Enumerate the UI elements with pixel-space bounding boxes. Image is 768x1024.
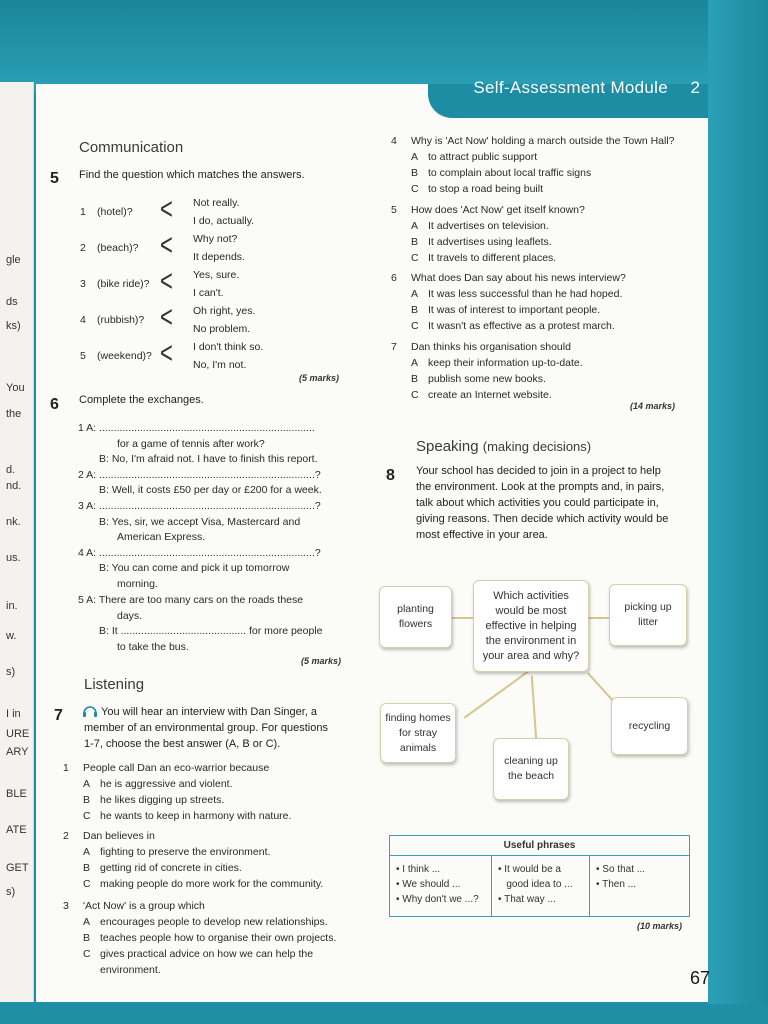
ex7-option-b: getting rid of concrete in cities. xyxy=(100,862,242,874)
ex7-option-a: to attract public support xyxy=(428,151,538,163)
right-teal-band xyxy=(708,0,768,1024)
exercise-5-marks: (5 marks) xyxy=(299,373,340,383)
useful-phrase: • So that ... xyxy=(596,864,646,875)
mindmap-text-line: cleaning up xyxy=(504,755,558,767)
ex5-answer-2: No problem. xyxy=(193,323,251,335)
strip-fragment: nk. xyxy=(6,516,21,528)
ex5-answer-1: Not really. xyxy=(193,197,240,209)
listening-heading: Listening xyxy=(84,676,145,693)
ex7-option-letter: A xyxy=(83,916,91,928)
headphones-icon xyxy=(82,704,98,722)
mindmap-text-line: your area and why? xyxy=(482,649,580,662)
ex7-question-text: What does Dan say about his news interview? xyxy=(411,272,626,284)
ex7-option-letter: C xyxy=(411,320,419,332)
ex6-line: morning. xyxy=(117,578,158,590)
ex7-option-c: making people do more work for the community. xyxy=(100,878,324,890)
ex8-instruction-line: most effective in your area. xyxy=(416,529,548,541)
ex5-item-number: 5 xyxy=(80,350,86,362)
ex7-option-letter: C xyxy=(83,948,91,960)
ex5-bracket-icon: < xyxy=(160,226,173,262)
ex7-option-c: create an Internet website. xyxy=(428,389,552,401)
mindmap-text-line: flowers xyxy=(398,618,433,630)
mindmap-text-line: picking up xyxy=(624,601,672,613)
useful-phrase: • It would be a xyxy=(498,864,561,875)
exercise-7-marks: (14 marks) xyxy=(630,401,676,411)
useful-phrase: • Then ... xyxy=(596,879,637,890)
ex6-line: to take the bus. xyxy=(117,641,189,653)
speaking-heading-sub: (making decisions) xyxy=(482,439,592,454)
strip-fragment: You xyxy=(6,382,25,394)
ex5-item-question: (bike ride)? xyxy=(97,278,150,290)
strip-fragment: w. xyxy=(6,630,17,642)
mindmap-text-line: recycling xyxy=(628,719,671,732)
ex7-option-b: It was of interest to important people. xyxy=(428,304,601,316)
ex7-option-a: encourages people to develop new relationships. xyxy=(100,916,328,928)
speaking-heading-main: Speaking xyxy=(416,438,479,455)
phrases-column-3 xyxy=(590,856,689,916)
strip-fragment: BLE xyxy=(6,788,27,800)
ex7-option-c: he wants to keep in harmony with nature. xyxy=(100,810,292,822)
useful-phrase: • I think ... xyxy=(396,864,441,875)
strip-fragment: the xyxy=(6,408,22,420)
ex5-answer-2: I do, actually. xyxy=(193,215,255,227)
ex7-option-letter: A xyxy=(83,846,91,858)
strip-fragment: us. xyxy=(6,552,21,564)
ex7-question-text: People call Dan an eco-warrior because xyxy=(83,762,270,774)
strip-fragment: in. xyxy=(6,600,18,612)
useful-phrase: good idea to ... xyxy=(498,879,573,890)
ex5-bracket-icon: < xyxy=(160,298,173,334)
mindmap-planting-flowers xyxy=(379,586,452,648)
ex7-option-a: It was less successful than he had hoped. xyxy=(428,288,623,300)
previous-page-edge xyxy=(0,82,34,1002)
mindmap-text-line: for stray xyxy=(399,726,437,739)
exercise-7-number: 7 xyxy=(54,707,63,724)
ex7-question-number: 3 xyxy=(63,900,69,912)
exercise-7-instruction-line-2: member of an environmental group. For questions xyxy=(84,722,328,734)
ex5-answer-1: I don't think so. xyxy=(193,341,264,353)
mindmap-center xyxy=(473,580,589,672)
mindmap-text-line: Which activities xyxy=(493,589,569,602)
strip-fragment: ks) xyxy=(6,320,21,332)
mindmap-finding-homes xyxy=(380,703,456,763)
ex8-instruction-line: giving reasons. Then decide which activity would be xyxy=(416,513,669,525)
ex7-option-a: It advertises on television. xyxy=(428,220,549,232)
ex7-option-b: publish some new books. xyxy=(428,373,546,385)
ex7-question-text: Dan thinks his organisation should xyxy=(411,341,571,353)
ex7-option-letter: B xyxy=(83,862,91,874)
ex5-item-number: 1 xyxy=(80,206,86,218)
ex7-option-a: fighting to preserve the environment. xyxy=(100,846,271,858)
strip-fragment: ds xyxy=(6,296,18,308)
ex7-option-b: It advertises using leaflets. xyxy=(428,236,552,248)
ex7-option-letter: A xyxy=(83,778,91,790)
ex7-option-letter: C xyxy=(83,810,91,822)
ex6-line: American Express. xyxy=(117,531,206,543)
ex7-option-letter: B xyxy=(83,932,91,944)
ex5-answer-2: No, I'm not. xyxy=(193,359,247,371)
strip-fragment: d. xyxy=(6,464,16,476)
mindmap-text-line: finding homes xyxy=(385,711,451,724)
ex6-line: for a game of tennis after work? xyxy=(117,438,265,450)
mindmap-text-line: effective in helping xyxy=(485,619,577,632)
useful-phrases-title: Useful phrases xyxy=(390,836,689,856)
ex7-option-letter: C xyxy=(83,878,91,890)
exercise-6-instruction: Complete the exchanges. xyxy=(79,394,204,406)
mindmap-cleaning-beach xyxy=(493,738,569,800)
ex5-item-number: 4 xyxy=(80,314,86,326)
ex6-line: 4 A: ..........................................................................? xyxy=(78,547,321,559)
ex7-question-text: Dan believes in xyxy=(83,830,155,842)
strip-fragment: I in xyxy=(6,708,21,720)
mindmap-picking-up-litter xyxy=(609,584,687,646)
ex6-line: B: You can come and pick it up tomorrow xyxy=(99,562,290,574)
useful-phrase: • Why don't we ...? xyxy=(396,894,479,905)
ex8-instruction-line: the environment. Look at the prompts and, in pairs, xyxy=(416,481,665,493)
ex5-item-number: 3 xyxy=(80,278,86,290)
ex7-option-letter: B xyxy=(411,304,419,316)
ex6-line: 5 A: There are too many cars on the roads these xyxy=(78,594,304,606)
mindmap-recycling xyxy=(611,697,688,755)
ex5-answer-1: Why not? xyxy=(193,233,238,245)
exercise-7-instruction-line-3: 1-7, choose the best answer (A, B or C). xyxy=(84,738,281,750)
exercise-6-marks: (5 marks) xyxy=(301,656,342,666)
ex5-item-question: (hotel)? xyxy=(97,206,133,218)
useful-phrase: • We should ... xyxy=(396,879,461,890)
ex5-item-question: (beach)? xyxy=(97,242,139,254)
strip-fragment: ARY xyxy=(6,746,29,758)
ex7-question-number: 1 xyxy=(63,762,69,774)
useful-phrases-table xyxy=(389,835,690,917)
ex6-line: B: Yes, sir, we accept Visa, Mastercard and xyxy=(99,516,301,528)
module-title: Self-Assessment Module xyxy=(473,78,668,97)
exercise-7-instruction-line-1: You will hear an interview with Dan Singer, a xyxy=(101,706,318,718)
mindmap-text-line: the beach xyxy=(507,770,555,782)
ex6-line: 1 A: .......................................................................... xyxy=(78,422,315,434)
strip-fragment: nd. xyxy=(6,480,22,492)
mindmap-text-line: litter xyxy=(638,616,658,628)
mindmap-text-line: would be most xyxy=(495,604,567,617)
ex5-answer-2: It depends. xyxy=(193,251,245,263)
strip-fragment: s) xyxy=(6,886,16,898)
ex7-option-letter: C xyxy=(411,389,419,401)
ex7-option-letter: C xyxy=(411,183,419,195)
ex7-option-b: he likes digging up streets. xyxy=(100,794,225,806)
speaking-heading xyxy=(416,438,591,455)
ex5-item-number: 2 xyxy=(80,242,86,254)
exercise-8-marks: (10 marks) xyxy=(637,921,683,931)
ex5-bracket-icon: < xyxy=(160,334,173,370)
ex8-instruction-line: talk about which activities you could participate in, xyxy=(416,497,659,509)
ex7-option-c: It travels to different places. xyxy=(428,252,557,264)
ex7-option-letter: A xyxy=(411,220,419,232)
ex7-option-a: keep their information up-to-date. xyxy=(428,357,583,369)
phrases-column-2 xyxy=(492,856,590,916)
bottom-teal-band xyxy=(0,1004,768,1024)
ex7-option-letter: B xyxy=(411,236,419,248)
ex7-option-letter: A xyxy=(411,357,419,369)
ex6-line: B: No, I'm afraid not. I have to finish this report. xyxy=(99,453,318,465)
strip-fragment: gle xyxy=(6,254,21,266)
exercise-5-number: 5 xyxy=(50,170,59,187)
strip-fragment: s) xyxy=(6,666,16,678)
ex7-option-letter: C xyxy=(411,252,419,264)
ex7-option-c: It wasn't as effective as a protest march. xyxy=(428,320,615,332)
ex6-line: B: It ........................................... for more people xyxy=(99,625,323,637)
ex7-option-c: gives practical advice on how we can help the xyxy=(100,948,314,960)
useful-phrase: • That way ... xyxy=(498,894,556,905)
ex7-option-letter: B xyxy=(411,167,419,179)
exercise-6-number: 6 xyxy=(50,396,59,413)
ex7-option-b: to complain about local traffic signs xyxy=(428,167,592,179)
ex7-question-number: 4 xyxy=(391,135,397,147)
ex7-option-a: he is aggressive and violent. xyxy=(100,778,233,790)
mindmap-text-line: the environment in xyxy=(485,634,577,647)
exercise-8-number: 8 xyxy=(386,467,395,484)
ex6-line: B: Well, it costs £50 per day or £200 for a week. xyxy=(99,484,322,496)
ex7-question-number: 2 xyxy=(63,830,69,842)
ex5-item-question: (rubbish)? xyxy=(97,314,145,326)
mindmap-text-line: planting xyxy=(397,603,434,615)
ex5-answer-2: I can't. xyxy=(193,287,224,299)
module-number: 2 xyxy=(690,78,700,97)
ex5-bracket-icon: < xyxy=(160,190,173,226)
ex5-item-question: (weekend)? xyxy=(97,350,152,362)
ex5-answer-1: Oh right, yes. xyxy=(193,305,256,317)
ex6-line: 3 A: ..........................................................................? xyxy=(78,500,321,512)
ex7-option-letter: B xyxy=(411,373,419,385)
ex7-question-text: Why is 'Act Now' holding a march outside the Town Hall? xyxy=(411,135,675,147)
ex5-answer-1: Yes, sure. xyxy=(193,269,240,281)
mindmap-text-line: animals xyxy=(399,741,437,754)
ex8-instruction-line: Your school has decided to join in a project to help xyxy=(416,465,661,477)
ex7-option-b: teaches people how to organise their own projects. xyxy=(100,932,337,944)
exercise-5-instruction: Find the question which matches the answers. xyxy=(79,169,305,181)
ex6-line: days. xyxy=(117,610,143,622)
ex7-question-text: 'Act Now' is a group which xyxy=(83,900,205,912)
communication-heading: Communication xyxy=(79,139,184,156)
ex7-option-letter: B xyxy=(83,794,91,806)
strip-fragment: URE xyxy=(6,728,30,740)
ex6-line: 2 A: ..........................................................................? xyxy=(78,469,321,481)
page-number: 67 xyxy=(690,968,711,988)
ex7-option-letter: A xyxy=(411,151,419,163)
ex7-question-number: 7 xyxy=(391,341,397,353)
phrases-column-1 xyxy=(390,856,492,916)
mindmap-connector-picking xyxy=(589,617,609,619)
ex7-option-letter: A xyxy=(411,288,419,300)
strip-fragment: GET xyxy=(6,862,29,874)
ex7-question-number: 6 xyxy=(391,272,397,284)
ex7-question-number: 5 xyxy=(391,204,397,216)
ex5-bracket-icon: < xyxy=(160,262,173,298)
ex7-option-c-cont: environment. xyxy=(100,964,161,976)
ex7-option-c: to stop a road being built xyxy=(428,183,543,195)
ex7-question-text: How does 'Act Now' get itself known? xyxy=(411,204,585,216)
strip-fragment: ATE xyxy=(6,824,27,836)
